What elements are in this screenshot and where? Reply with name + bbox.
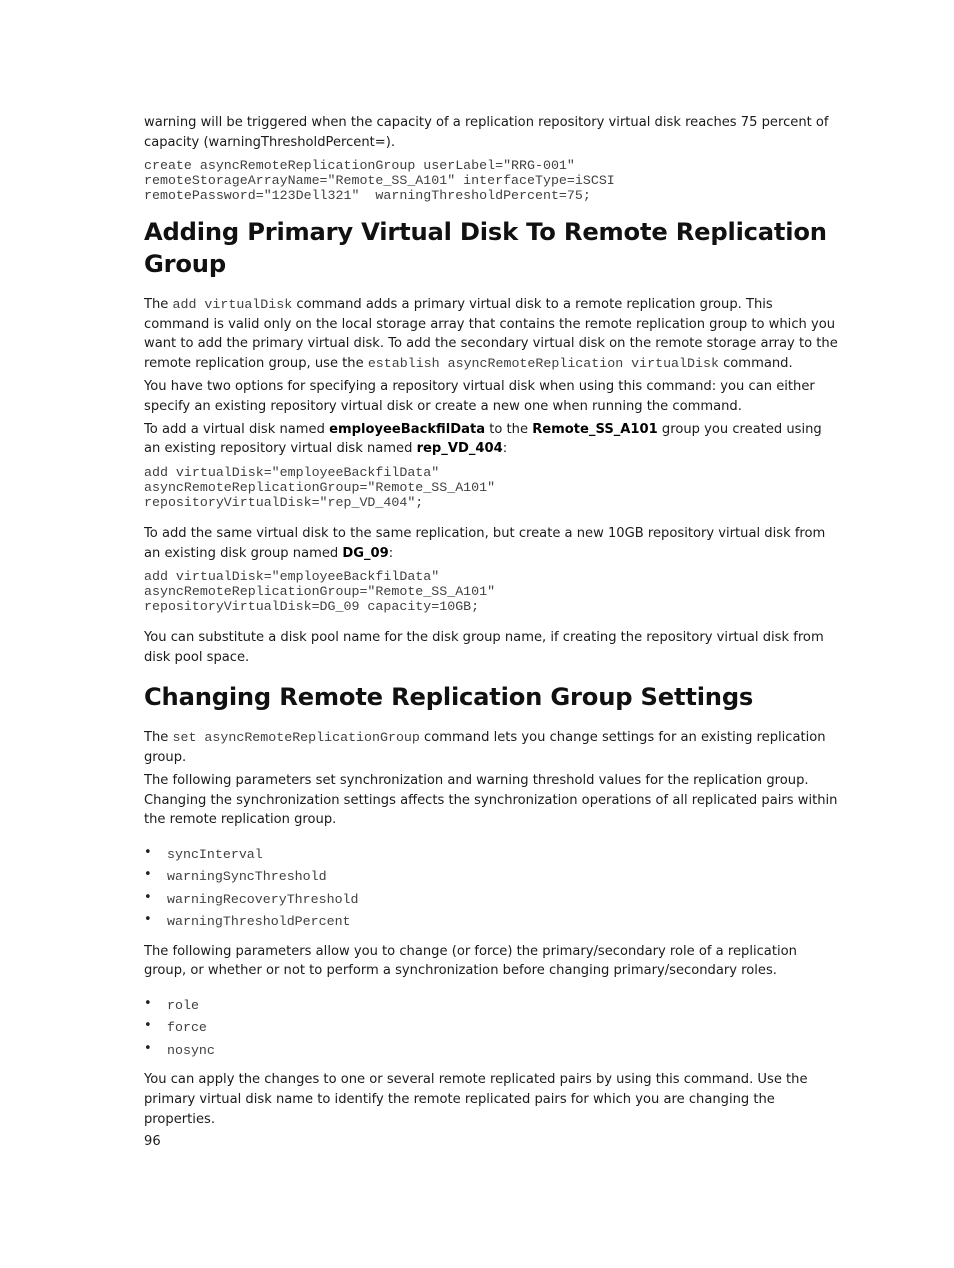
bullet-icon: •: [144, 867, 152, 883]
paragraph-apply-changes: You can apply the changes to one or several remote replicated pairs by using this command. Use the primary virtual disk name to identify the remote replicated pairs for which you are changing the properties.: [144, 1072, 808, 1127]
bullet-icon: •: [144, 1040, 152, 1056]
intro-paragraph: warning will be triggered when the capacity of a replication repository virtual disk reaches 75 percent of capacity (warningThresholdPercent=).: [144, 115, 829, 150]
paragraph-disk-pool: You can substitute a disk pool name for the disk group name, if creating the repository virtual disk from disk pool space.: [144, 630, 824, 665]
bold-group-name: Remote_SS_A101: [532, 421, 658, 437]
bullet-icon: •: [144, 995, 152, 1011]
paragraph-add-existing-repository: To add a virtual disk named employeeBackfilData to the Remote_SS_A101 group you created using an existing repository virtual disk named rep_VD_404:: [144, 421, 822, 457]
bullet-icon: •: [144, 844, 152, 860]
page-content: [144, 113, 840, 1129]
bullet-icon: •: [144, 1018, 152, 1034]
list-item: • nosync: [144, 1040, 215, 1058]
code-block-add-existing: add virtualDisk="employeeBackfilData" asyncRemoteReplicationGroup="Remote_SS_A101" repositoryVirtualDisk="rep_VD_404";: [144, 464, 496, 510]
bold-virtual-disk-name: employeeBackfilData: [329, 421, 486, 437]
inline-code-add-virtualdisk: add virtualDisk: [172, 297, 293, 313]
paragraph-repository-options: You have two options for specifying a repository virtual disk when using this command: you can either specify an existing repository virtual disk or create a new one when running the command.: [144, 379, 815, 414]
code-block-create-group: create asyncRemoteReplicationGroup userLabel="RRG-001" remoteStorageArrayName="Remote_SS_A101" interfaceType=iSCSI remotePassword="123Dell321" warningThresholdPercent=75;: [144, 158, 615, 204]
bold-disk-group-name: DG_09: [342, 545, 389, 561]
list-item: • role: [144, 995, 199, 1013]
section-heading-adding-primary: Adding Primary Virtual Disk To Remote Replication Group: [144, 218, 827, 279]
paragraph-role-parameters: The following parameters allow you to change (or force) the primary/secondary role of a replication group, or whether or not to perform a synchronization before changing primary/secondary roles.: [144, 943, 797, 979]
paragraph-add-new-repository: To add the same virtual disk to the same replication, but create a new 10GB repository virtual disk from an existing disk group named DG_09:: [144, 525, 826, 561]
section-heading-changing-settings: Changing Remote Replication Group Settings: [144, 683, 754, 712]
role-parameter-list: [144, 995, 840, 1063]
bullet-icon: •: [144, 912, 152, 928]
sync-parameter-list: [144, 844, 840, 934]
inline-code-set-group: set asyncRemoteReplicationGroup: [172, 730, 420, 746]
paragraph-add-virtualdisk: The add virtualDisk command adds a primary virtual disk to a remote replication group. This command is valid only on the local storage array that contains the remote replication group to which you want to add the primary virtual disk. To add the secondary virtual disk on the remote storage array to the remote replication group, use the establish asyncRemoteReplication virtualDisk command.: [144, 297, 838, 371]
bold-repository-name: rep_VD_404: [416, 441, 503, 457]
list-item: • warningRecoveryThreshold: [144, 889, 359, 907]
code-block-add-new: add virtualDisk="employeeBackfilData" asyncRemoteReplicationGroup="Remote_SS_A101" repositoryVirtualDisk=DG_09 capacity=10GB;: [144, 569, 496, 615]
inline-code-establish: establish asyncRemoteReplication virtualDisk: [367, 355, 719, 371]
list-item: • syncInterval: [144, 844, 263, 862]
paragraph-sync-parameters: The following parameters set synchronization and warning threshold values for the replication group. Changing the synchronization settings affects the synchronization operations of all replicated pairs within the remote replication group.: [144, 773, 838, 828]
list-item: • warningSyncThreshold: [144, 867, 327, 885]
paragraph-set-command: The set asyncRemoteReplicationGroup command lets you change settings for an existing replication group.: [144, 730, 826, 765]
list-item: • force: [144, 1018, 207, 1036]
page-number: 96: [144, 1134, 161, 1149]
list-item: • warningThresholdPercent: [144, 912, 351, 930]
bullet-icon: •: [144, 889, 152, 905]
